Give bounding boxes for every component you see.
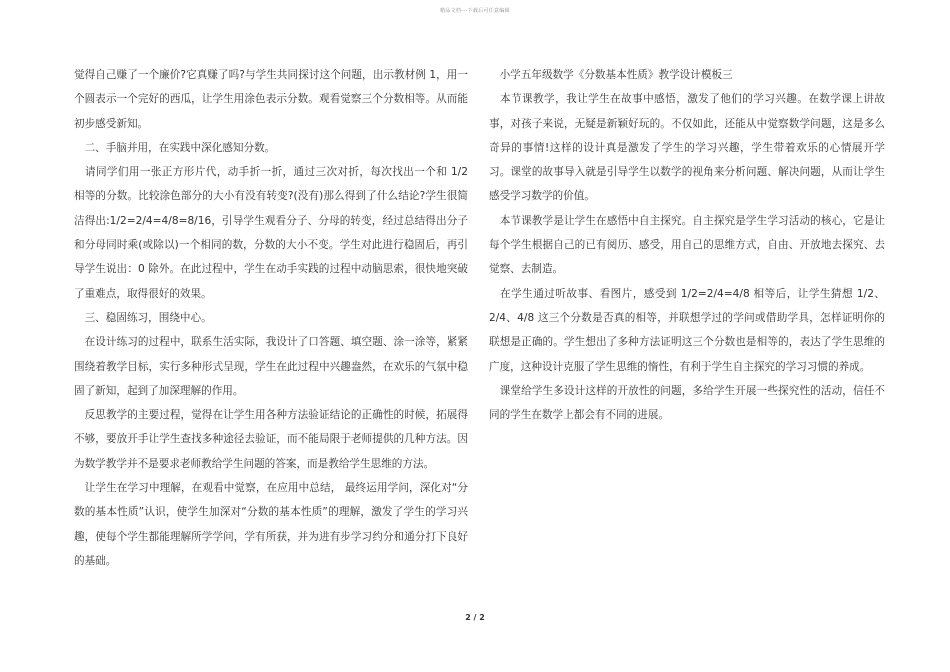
paragraph: 本节课教学是让学生在感悟中自主探究。自主探究是学生学习活动的核心，它是让每个学生根据自己的已有阅历、感受，用自己的思维方式，自由、开放地去探究、去觉察、去制造。	[489, 214, 885, 276]
paragraph: 让学生在学习中理解，在观看中觉察，在应用中总结， 最终运用学问，深化对“分数的基本性质”认识，使学生加深对“分数的基本性质”的理解，激发了学生的学习兴趣，使每个学生都能理解所学学问，学有所获，并为进有步学习约分和通分打下良好的基础。	[74, 482, 468, 567]
right-column	[489, 63, 885, 427]
paragraph: 在学生通过听故事、看图片，感受到 1/2=2/4=4/8 相等后，让学生猜想 1/2、2/4、4/8 这三个分数是否真的相等，并联想学过的学问或借助学具，怎样证明你的联想是正确的。学生想出了多种方法证明这三个分数也是相等的，表达了学生思维的广度，这种设计克服了学生思维的惰性，有利于学生自主探究的学习习惯的养成。	[489, 287, 885, 373]
document-title: 小学五年级数学《分数基本性质》教学设计模板三	[489, 69, 733, 81]
paragraph: 反思教学的主要过程，觉得在让学生用各种方法验证结论的正确性的时候，拓展得不够，要放开手让学生查找多种途径去验证，而不能局限于老师提供的几种方法。因为数学教学并不是要求老师教给学生问题的答案，而是教给学生思维的方法。	[74, 409, 468, 470]
page-header: 精品文档---下载后可任意编辑	[440, 8, 510, 14]
paragraph: 在设计练习的过程中，联系生活实际，我设计了口答题、填空题、涂一涂等，紧紧围绕着教学目标，实行多种形式呈现，学生在此过程中兴趣盎然，在欢乐的气氛中稳固了新知，起到了加深理解的作用。	[74, 336, 468, 397]
paragraph: 觉得自己赚了一个廉价?它真赚了吗?与学生共同探讨这个问题，出示教材例 1，用一个圆表示一个完好的西瓜，让学生用涂色表示分数。观看觉察三个分数相等。从而能初步感受新知。	[74, 69, 468, 130]
paragraph: 请同学们用一张正方形片代，动手折一折，通过三次对折，每次找出一个和 1/2 相等的分数。比较涂色部分的大小有没有转变?(没有)那么得到了什么结论?学生很简洁得出:1/2=2/4=4/8=8/16，引导学生观看分子、分母的转变，经过总结得出分子和分母同时乘(或除以)一个相同的数，分数的大小不变。学生对此进行稳固后，再引导学生说出：0 除外。在此过程中，学生在动手实践的过程中动脑思索，很快地突破了重难点，取得很好的效果。	[74, 166, 468, 300]
paragraph: 本节课教学，我让学生在故事中感悟，激发了他们的学习兴趣。在数学课上讲故事，对孩子来说，无疑是新颖好玩的。不仅如此，还能从中觉察数学问题，这是多么奇异的事情!这样的设计真是激发了学生的学习兴趣，学生带着欢乐的心情展开学习。课堂的故事导入就是引导学生以数学的视角来分析问题、解决问题，从而让学生感受学习数学的价值。	[489, 93, 885, 203]
section-heading: 三、稳固练习，围绕中心。	[74, 311, 212, 324]
paragraph: 课堂给学生多设计这样的开放性的问题，多给学生开展一些探究性的活动，信任不同的学生在数学上都会有不同的进展。	[489, 384, 885, 422]
left-column	[74, 63, 468, 573]
page-number: 2 / 2	[465, 613, 485, 622]
section-heading: 二、手脑并用，在实践中深化感知分数。	[74, 141, 276, 154]
